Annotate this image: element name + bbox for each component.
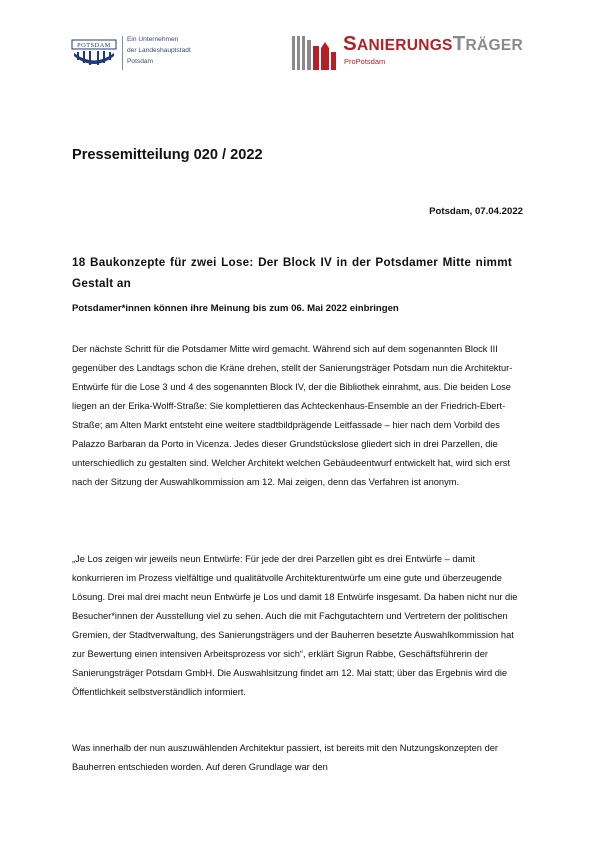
subheadline: Potsdamer*innen können ihre Meinung bis zum 06. Mai 2022 einbringen bbox=[72, 303, 399, 314]
building-bars-icon bbox=[292, 34, 336, 72]
potsdam-logo-line: der Landeshauptstadt bbox=[127, 47, 191, 54]
wordmark-part2-rest: RÄGER bbox=[465, 37, 524, 54]
propotsdam-subtitle: ProPotsdam bbox=[344, 57, 386, 66]
sanierungstraeger-logo bbox=[292, 34, 562, 78]
wordmark-part1-rest: ANIERUNGS bbox=[356, 37, 453, 54]
wordmark-part2-cap: T bbox=[452, 32, 466, 55]
logo-divider bbox=[122, 36, 123, 70]
potsdam-logo-line: Ein Unternehmen bbox=[127, 36, 179, 43]
body-paragraph: „Je Los zeigen wir jeweils neun Entwürfe: Für jede der drei Parzellen gibt es drei Entwürfe – damit konkurrieren im Prozess vielfältige und qualitätvolle Architekturentwürfe um eine gute und überzeugende Lösung. Drei mal drei macht neun Entwürfe je Los und damit 18 Entwürfe insgesamt. Da haben nicht nur die Besucher*innen der Ausstellung viel zu sehen. Auch die mit Fachgutachtern und Vertretern der politischen Gremien, der Stadtverwaltung, des Sanierungsträgers und der Bauherren besetzte Auswahlkommission hat zur Bewertung einen intensiven Arbeitsprozess vor sich“, erklärt Sigrun Rabbe, Geschäftsführerin der Sanierungsträger Potsdam GmbH. Die Auswahlsitzung findet am 12. Mai statt; über das Ergebnis wird die Öffentlichkeit selbstverständlich informiert. bbox=[72, 554, 518, 697]
wordmark-part1-cap: S bbox=[343, 32, 357, 55]
potsdam-logo-line: Potsdam bbox=[127, 58, 154, 65]
headline: 18 Baukonzepte für zwei Lose: Der Block IV in der Potsdamer Mitte nimmt Gestalt an bbox=[72, 256, 512, 290]
potsdam-logo bbox=[70, 34, 230, 74]
body-paragraph: Was innerhalb der nun auszuwählenden Architektur passiert, ist bereits mit den Nutzungskonzepten der Bauherren entschieden worden. Auf deren Grundlage war den bbox=[72, 743, 498, 772]
sanierungstraeger-wordmark bbox=[343, 33, 523, 57]
potsdam-emblem-text: POTSDAM bbox=[77, 42, 111, 50]
page-title: Pressemitteilung 020 / 2022 bbox=[72, 147, 263, 163]
body-paragraph: Der nächste Schritt für die Potsdamer Mitte wird gemacht. Während sich auf dem sogenannten Block III gegenüber des Landtags schon die Kräne drehen, stellt der Sanierungsträger Potsdam nun die Architektur-Entwürfe für die Lose 3 und 4 des sogenannten Block IV, der die Bibliothek einrahmt, aus. Die beiden Lose liegen an der Erika-Wolff-Straße: Sie komplettieren das Achteckenhaus-Ensemble an der Friedrich-Ebert-Straße; am Alten Markt entsteht eine weitere stadtbildprägende Leitfassade – hier nach dem Vorbild des Palazzo Barbaran da Porto in Vicenza. Jedes dieser Grundstückslose gliedert sich in drei Parzellen, die unterschiedlich zu gestalten sind. Welcher Architekt welchen Gebäudeentwurf entwickelt hat, wird sich erst nach der Sitzung der Auswahlkommission am 12. Mai zeigen, denn das Verfahren ist anonym. bbox=[72, 344, 513, 487]
potsdam-emblem-icon bbox=[70, 34, 118, 74]
place-date: Potsdam, 07.04.2022 bbox=[429, 206, 523, 217]
